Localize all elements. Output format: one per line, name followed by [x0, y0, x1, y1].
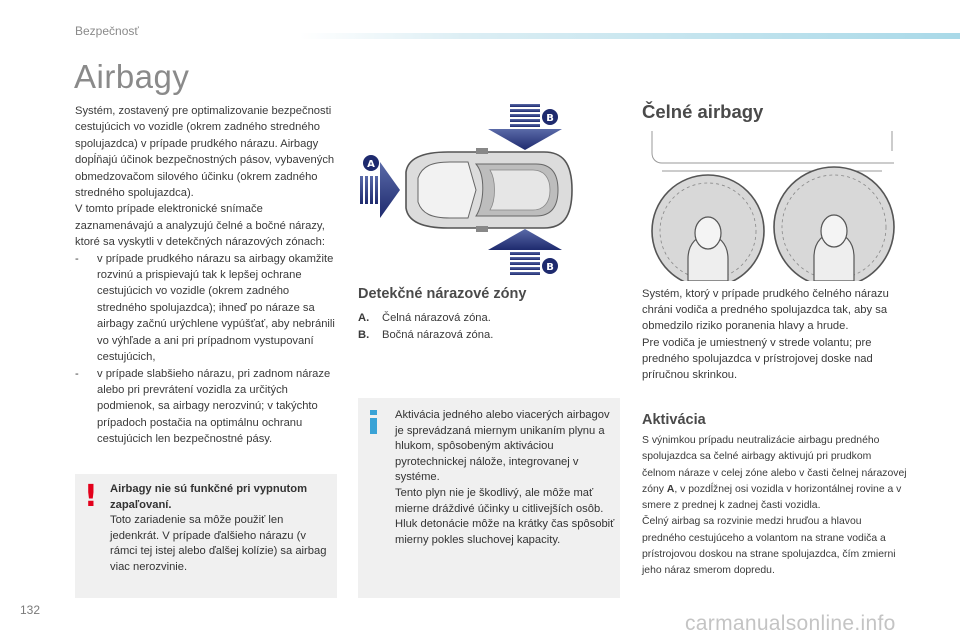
svg-text:A: A: [367, 159, 375, 170]
label-a: [363, 155, 379, 171]
driver-airbag: [652, 175, 764, 281]
list-item-text: Bočná nárazová zóna.: [382, 328, 494, 341]
info-paragraph-1: Aktivácia jedného alebo viacerých airbagov je sprevádzaná miernym unikaním plynu a hlukom, spôsobeným aktiváciou pyrotechnickej nálože, integrovanej v systéme.: [395, 409, 610, 484]
passenger-airbag: [774, 167, 894, 281]
info-text: [395, 408, 617, 548]
frontal-airbag-illustration: [642, 131, 904, 281]
impact-zones-diagram: [358, 100, 580, 282]
page-title: Airbagy: [74, 58, 190, 95]
detection-title: Detekčné nárazové zóny: [358, 286, 527, 302]
section-label: Bezpečnosť: [75, 24, 139, 38]
info-box: [358, 398, 620, 598]
list-item: [75, 251, 340, 366]
list-item: [358, 310, 493, 327]
activation-paragraph-1: S výnimkou prípadu neutralizácie airbagu predného spolujazdca sa čelné airbagy aktivujú pri prudkom čelnom náraze v celej zóne alebo v časti čelnej nárazovej zóny A, v pozdĺžnej osi vozidla v horizontálnej rovine a v smere z prednej k zadnej časti vozidla.: [642, 435, 907, 512]
info-paragraph-3: Hluk detonácie môže na krátky čas spôsobiť mierny pokles sluchovej kapacity.: [395, 518, 615, 546]
warning-icon: !: [84, 479, 98, 514]
warning-box: [75, 474, 337, 598]
info-paragraph-2: Tento plyn nie je škodlivý, ale môže mať mierne dráždivé účinky u citlivejších osôb.: [395, 486, 604, 515]
activation-paragraph-2: Čelný airbag sa rozvinie medzi hruďou a hlavou predného cestujúceho a volantom na strane vodiča a prístrojovou doskou na strane spolujazdca, čím zmierni jeho náraz smerom dopredu.: [642, 516, 896, 577]
car-top-view: [406, 148, 572, 232]
detection-list: [358, 310, 493, 343]
info-icon: [368, 410, 379, 434]
label-b-bottom: [542, 258, 558, 274]
frontal-paragraph-1: Systém, ktorý v prípade prudkého čelného nárazu chráni vodiča a predného spolujazdca tak, aby sa obmedzilo riziko poranenia hlavy a hrude.: [642, 288, 889, 333]
frontal-airbags-title: Čelné airbagy: [642, 101, 764, 122]
activation-text: [642, 433, 907, 580]
list-item-text: v prípade prudkého nárazu sa airbagy okamžite rozvinú a prispievajú tak k lepšej ochrane cestujúcich vo vozidle (okrem zadného stredného spolujazdca); ihneď po náraze sa airbagy začnú urýchlene vypúšťať, aby nebránili vo výhľade a ani pri prípadnom vystupovaní cestujúcich,: [97, 252, 335, 364]
list-item: [75, 366, 340, 448]
list-key: B.: [358, 328, 370, 341]
intro-paragraph-2: V tomto prípade elektronické snímače zaznamenávajú a analyzujú čelné a bočné nárazy, ktoré sa vyskytli v detekčných nárazových zónach:: [75, 203, 325, 249]
warning-heading: Airbagy nie sú funkčné pri vypnutom zapaľovaní.: [110, 483, 308, 511]
frontal-description: [642, 286, 904, 383]
list-dash: -: [75, 252, 79, 265]
frontal-paragraph-2: Pre vodiča je umiestnený v strede volantu; pre predného spolujazdca v prístrojovej doske nad príručnou skrinkou.: [642, 336, 873, 382]
warning-text: [110, 482, 332, 576]
list-key: A.: [358, 312, 370, 324]
svg-text:B: B: [546, 113, 554, 124]
warning-body: Toto zariadenie sa môže použiť len jedenkrát. V prípade ďalšieho nárazu (v rámci tej istej alebo ďalšej kolízie) sa airbag viac nerozvinie.: [110, 514, 327, 573]
svg-text:B: B: [546, 262, 554, 273]
activation-title: Aktivácia: [642, 412, 706, 428]
frontal-impact-arrow: [360, 162, 400, 218]
page-number: 132: [20, 603, 41, 617]
list-dash: -: [75, 367, 79, 380]
intro-paragraph-1: Systém, zostavený pre optimalizovanie bezpečnosti cestujúcich vo vozidle (okrem zadného stredného spolujazdca) v prípade prudkého nárazu. Airbagy dopĺňajú účinok bezpečnostných pásov, vybavených obmedzovačom silového účinku (okrem zadného stredného spolujazdca).: [75, 105, 335, 200]
list-item: [358, 327, 493, 344]
label-b-top: [542, 109, 558, 125]
intro-text: [75, 103, 340, 448]
list-item-text: v prípade slabšieho nárazu, pri zadnom náraze alebo pri prevrátení vozidla za určitých podmienok, sa airbagy nerozvinú; v takýchto prípadoch postačia na optimálnu ochranu cestujúcich len bezpečnostné pásy.: [97, 367, 331, 446]
dashboard-outline: [652, 131, 894, 171]
watermark: carmanualsonline.info: [685, 612, 896, 635]
header-bar: [300, 33, 960, 39]
list-item-text: Čelná nárazová zóna.: [382, 312, 491, 324]
